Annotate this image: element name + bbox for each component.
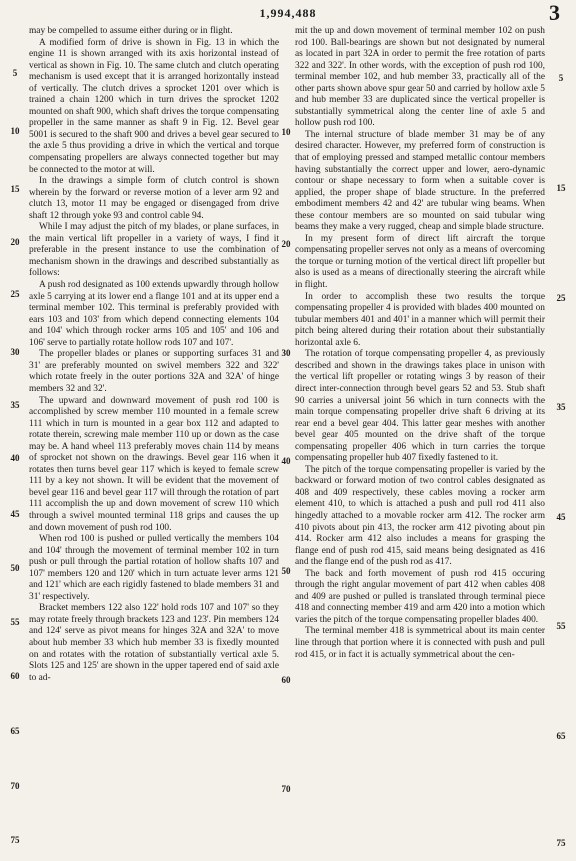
paragraph: While I may adjust the pitch of my blades, or plane surfaces, in the main vertical lift propeller in a variety of ways, I find it preferable in the present instance to use the combination of mechanism shown in the drawings and described substantially as follows: (29, 222, 279, 279)
line-number: 20 (281, 239, 291, 249)
line-number: 20 (10, 237, 20, 247)
line-number: 70 (10, 781, 20, 791)
line-number: 40 (281, 456, 291, 466)
line-number: 60 (281, 675, 291, 685)
line-number: 5 (12, 68, 18, 78)
paragraph: The terminal member 418 is symmetrical about its main center line through that portion where it is connected with push and pull rod 415, or in fact it is actually symmetrical about the cen- (295, 626, 545, 660)
line-number: 40 (10, 453, 20, 463)
line-number: 25 (556, 293, 566, 303)
line-number: 10 (281, 127, 291, 137)
line-number: 35 (556, 402, 566, 412)
line-number: 50 (281, 566, 291, 576)
paragraph: In order to accomplish these two results the torque compensating propeller 4 is provided with blades 400 mounted on tubular members 401 and 401' in a manner which will permit their pitch being altered during their rotation about their substantially horizontal axle 6. (295, 291, 545, 348)
paragraph: The propeller blades or planes or supporting surfaces 31 and 31' are preferably mounted on swivel members 322 and 322' which rotate freely in the outer portions 32A and 32A' of hinge members 32 and 32'. (29, 349, 279, 394)
paragraph: mit the up and down movement of terminal member 102 on push rod 100. Ball-bearings are shown but not designated by numeral as located in part 32A in order to permit the free rotation of parts 322 and 322'. In other words, with the exception of push rod 100, terminal member 102, and hub member 33, practically all of the other parts shown above spur gear 50 and carried by hollow axle 5 and hub member 33 are duplicated since the vertical propeller is substantially symmetrical along the center line of axle 5 and hollow push rod 100. (295, 26, 545, 129)
paragraph: A push rod designated as 100 extends upwardly through hollow axle 5 carrying at its lower end a flange 101 and at its upper end a terminal member 102. This terminal is preferably provided with ears 103 and 103' from which depend connecting elements 104 and 104' which through rocker arms 105 and 105' and 106 and 106' serve to partially rotate hollow rods 107 and 107'. (29, 280, 279, 348)
paragraph: The upward and downward movement of push rod 100 is accomplished by screw member 110 mounted in a female screw 111 which in turn is mounted in a gear box 112 and adapted to rotate therein, screwing male member 110 up or down as the case may be. A hand wheel 113 preferably moves chain 114 by means of sprocket not shown on the drawings. Bevel gear 116 when it rotates then turns bevel gear 117 which is keyed to female screw 111 by a key not shown. It will be evident that the movement of bevel gear 116 and bevel gear 117 will through the rotation of part 111 accomplish the up and down movement of screw 110 which through a swivel mounted terminal 118 grips and causes the up and down movement of push rod 100. (29, 395, 279, 533)
line-number: 75 (556, 838, 566, 848)
line-number: 75 (10, 835, 20, 845)
paragraph: When rod 100 is pushed or pulled vertically the members 104 and 104' through the movement of terminal member 102 in turn push or pull through the partial rotation of hollow shafts 107 and 107' members 120 and 120' which in turn actuate lever arms 121 and 121' which are each rigidly fastened to blade members 31 and 31' respectively. (29, 534, 279, 602)
line-number: 55 (10, 617, 20, 627)
line-number: 15 (556, 183, 566, 193)
line-number: 45 (556, 512, 566, 522)
line-number: 5 (558, 73, 564, 83)
left-column (29, 26, 279, 856)
line-number: 25 (10, 289, 20, 299)
line-number: 65 (10, 726, 20, 736)
paragraph: The internal structure of blade member 31 may be of any desired character. However, my preferred form of construction is that of employing pressed and stamped metallic contour members having substantially the correct upper and lower, aero-dynamic contour or shape necessary to form when a suitable cover is applied, the proper shape of blade structure. In the preferred embodiment members 42 and 42' are tubular wing beams. When these contour members are so mounted on said tubular wing beams they make a very rugged, cheap and simple blade structure. (295, 129, 545, 233)
line-number: 70 (281, 784, 291, 794)
paragraph: The rotation of torque compensating propeller 4, as previously described and shown in the drawings takes place in unison with the vertical lift propeller or rotating wings 3 by reason of their direct inter-connection through bevel gears 52 and 53. Stub shaft 90 carries a universal joint 56 which in turn connects with the main torque compensating propeller drive shaft 6 driving at its rear end a bevel gear 404. This latter gear meshes with another bevel gear 405 mounted on the drive shaft of the torque compensating propeller 406 which in turn carries the torque compensating propeller hub 407 fixedly fastened to it. (295, 349, 545, 464)
paragraph: The pitch of the torque compensating propeller is varied by the backward or forward motion of two control cables designated as 408 and 409 respectively, these cables moving a rocker arm element 410, to which is attached a push and pull rod 411 also hingedly attached to a movable rocker arm 412. The rocker arm 410 pivots about pin 413, the rocker arm 412 pivoting about pin 414. Rocker arm 412 also includes a means for grasping the flange end of push rod 415, said means being designated as 416 and the flange end of the push rod as 417. (295, 464, 545, 568)
line-number: 30 (281, 348, 291, 358)
patent-number: 1,994,488 (259, 6, 317, 20)
paragraph: In my present form of direct lift aircraft the torque compensating propeller serves not only as a means of overcoming the torque or turning motion of the vertical direct lift propeller but also is used as a means of directionally steering the aircraft while in flight. (295, 233, 545, 291)
paragraph: may be compelled to assume either during or in flight. (29, 26, 233, 36)
line-number: 35 (10, 400, 20, 410)
paragraph: In the drawings a simple form of clutch control is shown wherein by the forward or reverse motion of a lever arm 92 and clutch 13, motor 11 may be engaged or disengaged from drive shaft 12 through yoke 93 and control cable 94. (29, 176, 279, 221)
line-number: 10 (10, 126, 20, 136)
line-number: 15 (10, 184, 20, 194)
paragraph: A modified form of drive is shown in Fig. 13 in which the engine 11 is shown arranged with its axis horizontal instead of vertical as shown in Fig. 10. The same clutch and clutch operating mechanism is used except that it is arranged horizontally instead of vertically. The clutch drives a sprocket 1201 over which is trained a chain 1200 which in turn drives the sprocket 1202 mounted on shaft 900, which shaft drives the torque compensating propeller in the same manner as shaft 9 in Fig. 12. Bevel gear 5001 is secured to the shaft 900 and drives a bevel gear secured to the axle 5 thus providing a drive in which the vertical and torque compensating propellers are always connected together but may be connected to the motor at will. (29, 37, 279, 175)
line-number: 55 (556, 621, 566, 631)
line-number: 65 (556, 731, 566, 741)
page-number: 3 (549, 0, 560, 25)
line-number: 50 (10, 563, 20, 573)
line-number: 30 (10, 347, 20, 357)
line-number: 60 (10, 671, 20, 681)
paragraph: The back and forth movement of push rod 415 occuring through the right angular movement of part 412 when cables 408 and 409 are pushed or pulled is translated through terminal piece 418 and connecting member 419 and arm 420 into a motion which varies the pitch of the torque compensating propeller blades 400. (295, 568, 545, 625)
paragraph: Bracket members 122 also 122' hold rods 107 and 107' so they may rotate freely through brackets 123 and 123'. Pin members 124 and 124' serve as pivot means for hinges 32A and 32A' to move about hub member 33 which hub member 33 is fixedly mounted on and rotates with the rotation of substantially vertical axle 5. Slots 125 and 125' are shown in the upper tapered end of said axle to ad- (29, 603, 279, 683)
line-number: 45 (10, 509, 20, 519)
right-column (295, 26, 545, 856)
